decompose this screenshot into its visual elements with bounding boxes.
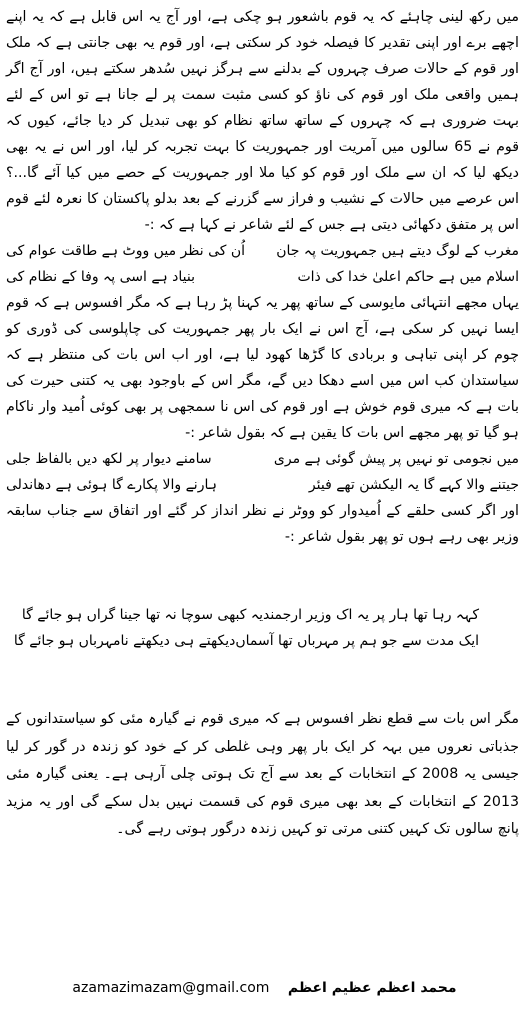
couplet-1 (6, 238, 519, 264)
couplet-3 (6, 446, 519, 472)
footer-signature (0, 980, 529, 996)
verse-line: دیکھتے ہی دیکھتے نامہرباں ہو جائے گا (13, 633, 236, 649)
verse-line: کہہ رہا تھا ہار پر یہ اک وزیر ارجمند (262, 607, 479, 623)
paragraph-conclusion: مگر اس بات سے قطع نظر افسوس ہے کہ میری قوم نے گیارہ مئی کو سیاستدانوں کے جذباتی نعروں میں بہہ کر ایک بار پھر وہی غلطی کر کے خود کو زندہ در گور کر لیا جیسی یہ 2008 کے انتخابات کے بعد سے آج تک ہوتی چلی آرہی ہے۔ یعنی گیارہ مئی 2013 کے انتخابات کے بعد بھی میری قوم کی قسمت نہیں بدل سکے گی اور یہ مزید پانچ سالوں تک کہیں کتنی مرتی تو کہیں زندہ درگور ہوتی رہے گی۔ (6, 711, 519, 837)
verse-line: ایک مدت سے جو ہم پر مہرباں تھا آسماں (235, 633, 479, 649)
verse-line: اُن کی نظر میں ووٹ ہے طاقت عوام کی (6, 243, 246, 259)
author-email: azamazimazam@gmail.com (72, 980, 270, 996)
couplet-5 (6, 602, 519, 628)
verse-line: ہارنے والا پکارے گا ہوئی ہے دھاندلی (6, 477, 217, 493)
verse-line: اسلام میں ہے حاکم اعلیٰ خدا کی ذات (297, 269, 519, 285)
couplet-2 (6, 264, 519, 290)
paragraph-intro: میں رکھ لینی چاہئے کہ یہ قوم باشعور ہو چکی ہے، اور آج یہ اس قابل ہے کہ یہ اپنے اچھے برے اور اپنی تقدیر کا فیصلہ خود کر سکتی ہے، اور قوم یہ بھی جانتی ہے کہ ملک اور قوم کے حالات صرف چہروں کے بدلنے سے ہرگز نہیں سُدھر سکتے ہیں، اور آج اگر ہمیں واقعی ملک اور قوم کی ناؤ کو کسی مثبت سمت پر لے جانا ہے تو اس کے لئے بہت ضروری ہے کہ چہروں کے ساتھ ساتھ نظام کو بھی تبدیل کر دیا جائے، کیوں کہ قوم نے 65 سالوں میں آمریت اور جمہوریت کا بہت تجربہ کر لیا، اور اس نے یہ بھی دیکھ لیا کہ ان سے ملک اور قوم کو کیا ملا اور جمہوریت کے حصے میں کیا آئے گا...؟ اس عرصے میں حالات کے نشیب و فراز سے گزرنے کے بعد بدلو پاکستان کا نعرہ لئے قوم اس پر متفق دکھائی دیتی ہے جس کے لئے شاعر نے کہا ہے کہ :- (6, 9, 519, 233)
verse-line: بنیاد ہے اسی پہ وفا کے نظام کی (6, 269, 196, 285)
spacer (6, 680, 519, 706)
spacer (6, 550, 519, 576)
verse-line: جیتنے والا کہے گا یہ الیکشن تھے فیئر (308, 477, 519, 493)
paragraph-third: اور اگر کسی حلقے کے اُمیدوار کو ووٹر نے نظر انداز کر گئے اور اتفاق سے جناب سابقہ وزیر بھی رہے ہوں تو پھر بقول شاعر :- (6, 503, 519, 545)
spacer (6, 576, 519, 602)
couplet-6 (6, 628, 519, 654)
spacer (6, 654, 519, 680)
verse-line: میں نجومی تو نہیں پر پیش گوئی ہے مری (273, 451, 519, 467)
verse-line: یہ کبھی سوچا نہ تھا جینا گراں ہو جائے گا (21, 607, 263, 623)
author-name: محمد اعظم عظیم اعظم (287, 980, 457, 996)
verse-line: مغرب کے لوگ دیتے ہیں جمہوریت پہ جان (276, 243, 519, 259)
couplet-4 (6, 472, 519, 498)
paragraph-second: یہاں مجھے انتہائی مایوسی کے ساتھ پھر یہ کہنا پڑ رہا ہے کہ مگر افسوس ہے کہ قوم ایسا نہیں کر سکی ہے، آج اس نے ایک بار پھر جمہوریت کی چاپلوسی کی ڈوری کو چوم کر اپنی تباہی و بربادی کا گڑھا کھود لیا ہے، اور اب اس بات کی منتظر ہے کہ سیاستدان کب اس میں اسے دھکا دیں گے، مگر اس کے باوجود بھی یہ کتنی حیرت کی بات ہے کہ میری قوم خوش ہے اور قوم کی اس نا سمجھی پر بھی کوئی اُمید وار ناکام ہو گیا تو پھر مجھے اس بات کا یقین ہے کہ بقول شاعر :- (6, 295, 519, 441)
verse-line: سامنے دیوار پر لکھ دیں بالفاظ جلی (6, 451, 212, 467)
